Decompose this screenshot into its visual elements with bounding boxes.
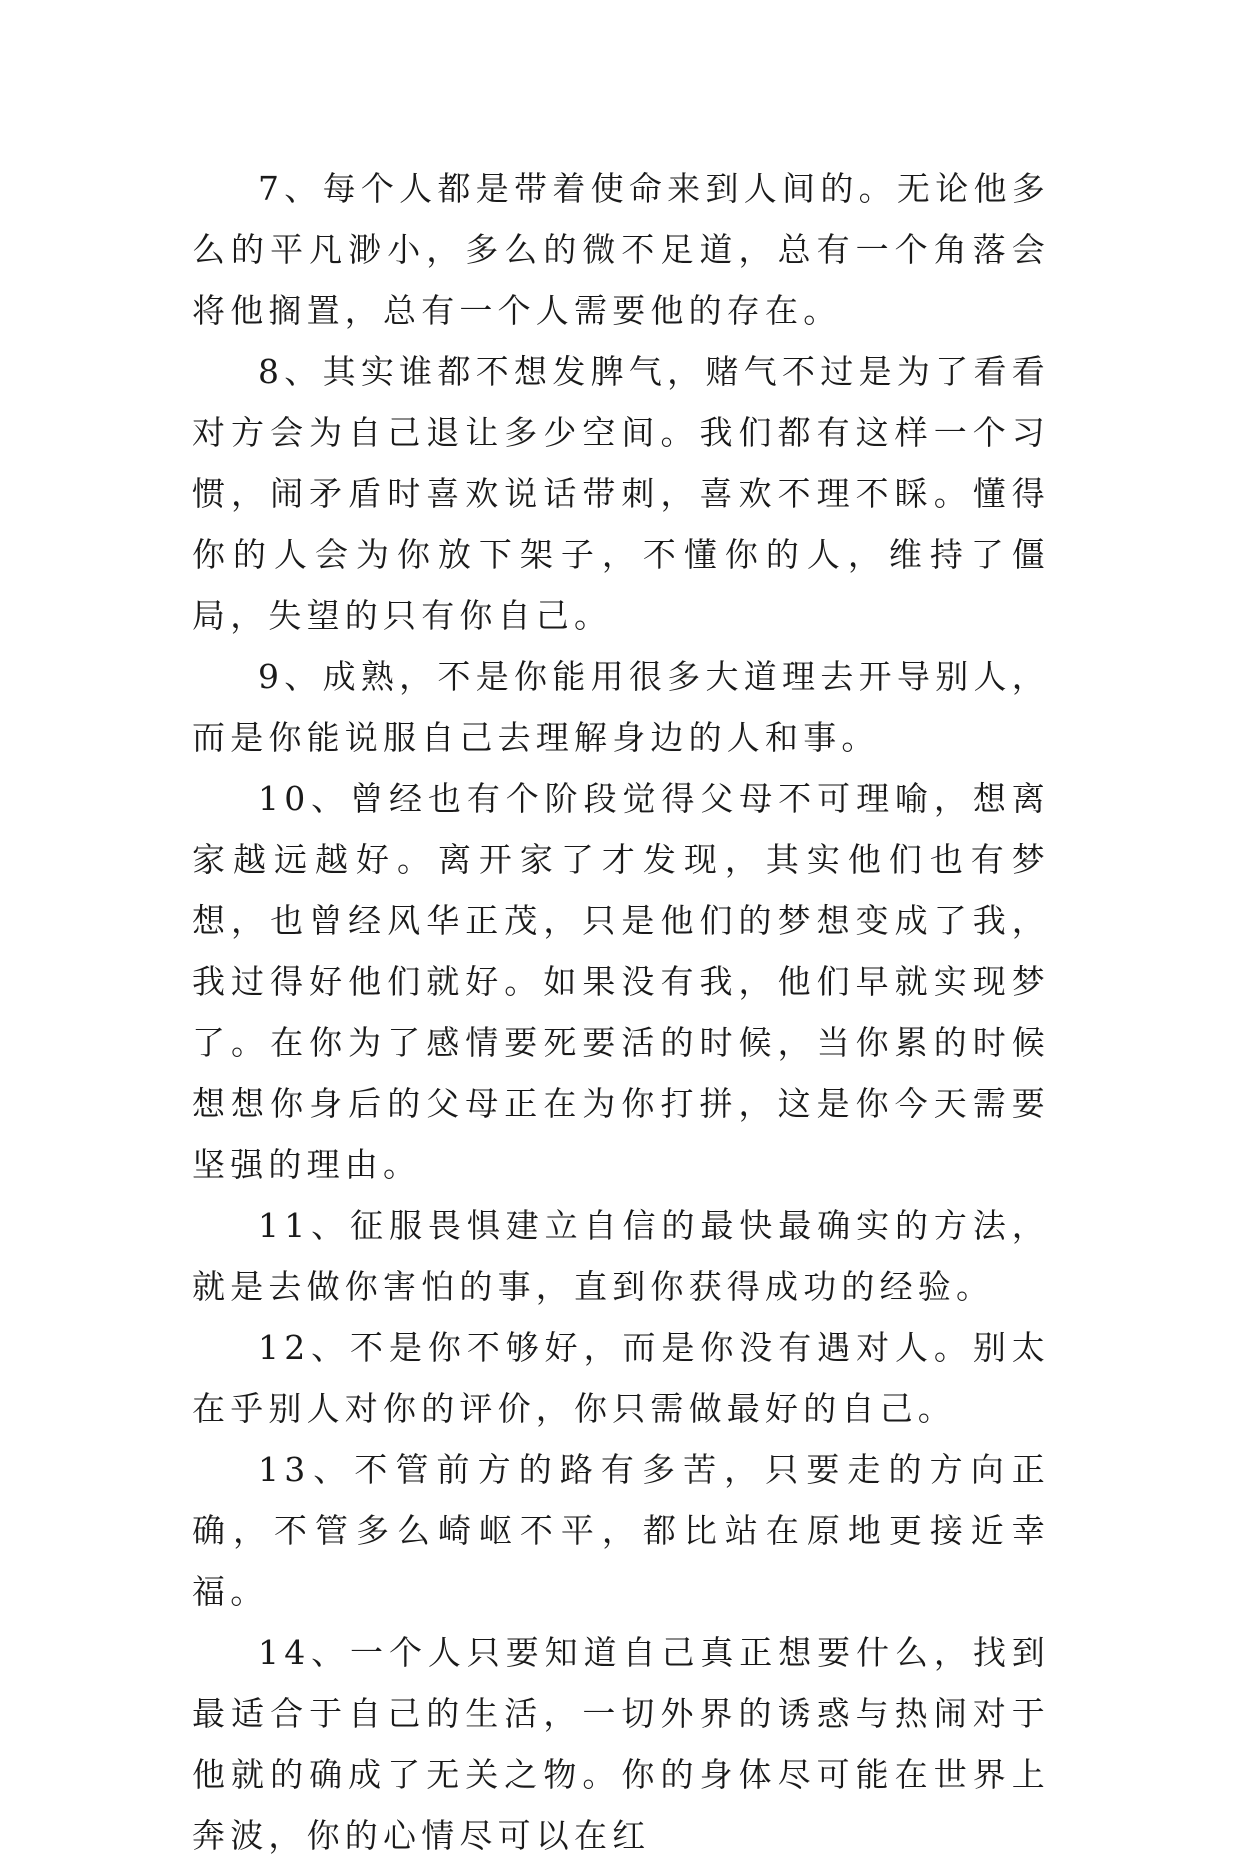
paragraph-9: 9、成熟，不是你能用很多大道理去开导别人，而是你能说服自己去理解身边的人和事。 xyxy=(192,657,1050,757)
paragraph-12: 12、不是你不够好，而是你没有遇对人。别太在乎别人对你的评价，你只需做最好的自己。 xyxy=(192,1328,1050,1428)
paragraph-11: 11、征服畏惧建立自信的最快最确实的方法，就是去做你害怕的事，直到你获得成功的经验。 xyxy=(192,1206,1050,1306)
paragraph-13: 13、不管前方的路有多苦，只要走的方向正确，不管多么崎岖不平，都比站在原地更接近幸福。 xyxy=(192,1450,1050,1611)
paragraph-7: 7、每个人都是带着使命来到人间的。无论他多么的平凡渺小，多么的微不足道，总有一个角落会将他搁置，总有一个人需要他的存在。 xyxy=(192,169,1050,330)
document-body xyxy=(192,158,1050,1866)
paragraph-10: 10、曾经也有个阶段觉得父母不可理喻，想离家越远越好。离开家了才发现，其实他们也有梦想，也曾经风华正茂，只是他们的梦想变成了我，我过得好他们就好。如果没有我，他们早就实现梦了。在你为了感情要死要活的时候，当你累的时候想想你身后的父母正在为你打拼，这是你今天需要坚强的理由。 xyxy=(192,779,1050,1184)
paragraph-14: 14、一个人只要知道自己真正想要什么，找到最适合于自己的生活，一切外界的诱惑与热闹对于他就的确成了无关之物。你的身体尽可能在世界上奔波，你的心情尽可以在红 xyxy=(192,1633,1050,1855)
paragraph-8: 8、其实谁都不想发脾气，赌气不过是为了看看对方会为自己退让多少空间。我们都有这样一个习惯，闹矛盾时喜欢说话带刺，喜欢不理不睬。懂得你的人会为你放下架子，不懂你的人，维持了僵局，失望的只有你自己。 xyxy=(192,352,1050,635)
